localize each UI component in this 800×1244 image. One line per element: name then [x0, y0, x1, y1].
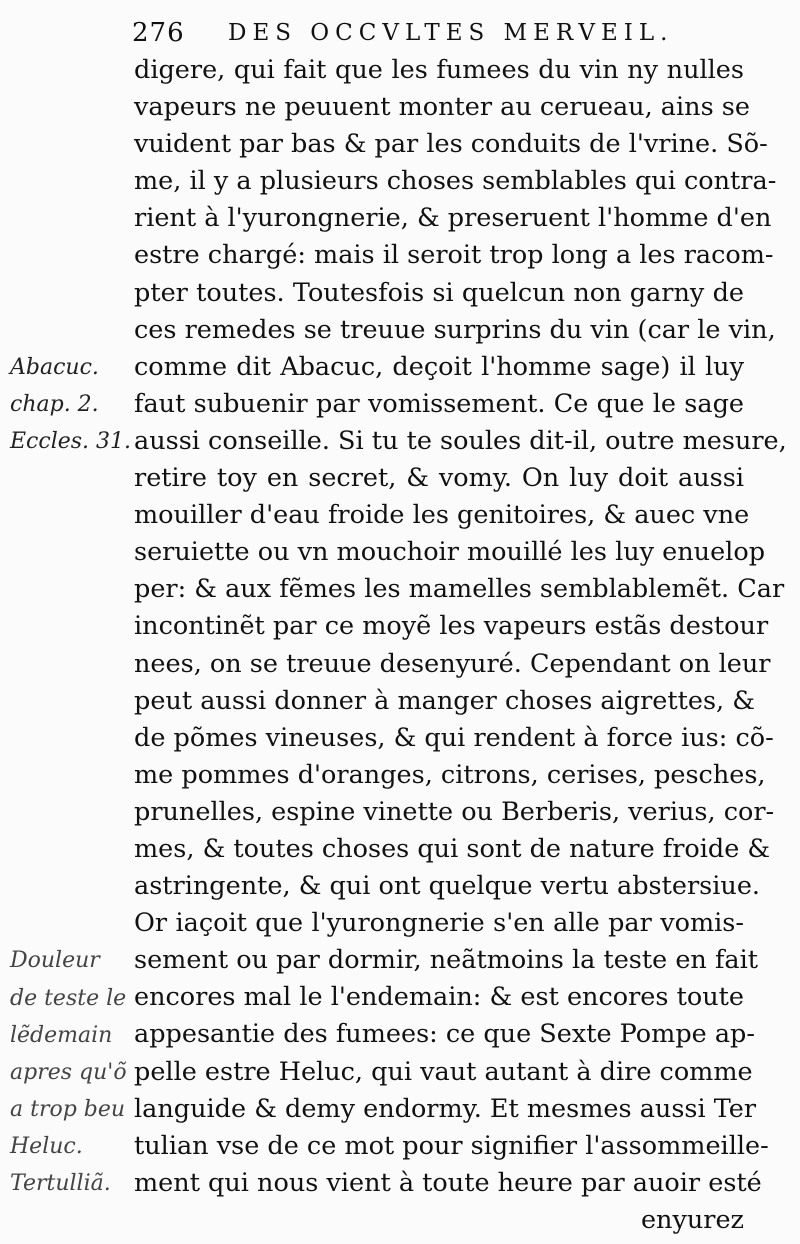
text-line: sement ou par dormir, neãtmoins la teste en fait	[134, 945, 758, 976]
text-line: tulian vse de ce mot pour signifier l'assommeille-	[134, 1130, 769, 1161]
margin-note: de teste le	[10, 985, 127, 1011]
text-line: comme dit Abacuc, deçoit l'homme sage) il luy	[134, 351, 744, 382]
text-line: ment qui nous vient à toute heure par auoir esté	[134, 1167, 762, 1198]
margin-note: a trop beu	[10, 1096, 126, 1122]
text-line: appesantie des fumees: ce que Sexte Pompe ap-	[134, 1019, 755, 1050]
text-line: estre chargé: mais il seroit trop long a les racom-	[134, 240, 774, 271]
text-line: Or iaçoit que l'yurongnerie s'en alle par vomis-	[134, 908, 744, 939]
text-line: ces remedes se treuue surprins du vin (car le vin,	[134, 314, 776, 345]
margin-note: Douleur	[10, 948, 100, 974]
text-line: me pommes d'oranges, citrons, cerises, pesches,	[134, 759, 766, 790]
text-line: astringente, & qui ont quelque vertu abstersiue.	[134, 871, 761, 902]
text-line: enyurez	[640, 1204, 744, 1235]
margin-note: lẽdemain	[10, 1022, 113, 1048]
text-line: languide & demy endormy. Et mesmes aussi Ter	[134, 1093, 757, 1124]
margin-note: Abacuc.	[10, 354, 99, 380]
text-line: encores mal le l'endemain: & est encores toute	[134, 982, 744, 1013]
margin-note: Tertulliã.	[10, 1171, 111, 1196]
text-line: incontinẽt par ce moyẽ les vapeurs estãs destour	[134, 611, 769, 642]
text-line: mes, & toutes choses qui sont de nature froide &	[134, 833, 771, 864]
running-head: DES OCCVLTES MERVEIL.	[228, 20, 674, 46]
page-number: 276	[132, 18, 185, 48]
text-line: per: & aux fẽmes les mamelles semblablemẽt. Car	[134, 574, 785, 605]
text-line: me, il y a plusieurs choses semblables qui contra-	[134, 166, 777, 197]
margin-note: Eccles. 31.	[10, 429, 132, 454]
page-header	[132, 18, 752, 48]
text-line: mouiller d'eau froide les genitoires, & auec vne	[134, 500, 750, 531]
text-line: faut subuenir par vomissement. Ce que le sage	[134, 388, 744, 419]
text-line: digere, qui fait que les fumees du vin ny nulles	[134, 55, 744, 85]
text-line: pelle estre Heluc, qui vaut autant à dire comme	[134, 1056, 753, 1087]
text-line: de põmes vineuses, & qui rendent à force ius: cõ-	[134, 722, 774, 753]
text-line: vuident par bas & par les conduits de l'vrine. Sõ-	[134, 129, 768, 160]
body-text	[134, 52, 787, 1239]
text-line: prunelles, espine vinette ou Berberis, verius, cor-	[134, 796, 775, 827]
margin-note: chap. 2.	[10, 391, 99, 417]
text-line: retire toy en secret, & vomy. On luy doit aussi	[134, 463, 744, 494]
text-line: peut aussi donner à manger choses aigrettes, &	[134, 685, 755, 716]
text-line: rient à l'yurongnerie, & preseruent l'homme d'en	[134, 203, 772, 234]
text-line: pter toutes. Toutesfois si quelcun non garny de	[134, 277, 744, 308]
text-line: aussi conseille. Si tu te soules dit-il, outre mesure,	[134, 425, 787, 456]
text-line: nees, on se treuue desenyuré. Cependant on leur	[134, 648, 771, 679]
text-line: seruiette ou vn mouchoir mouillé les luy enuelop	[134, 537, 766, 568]
margin-note: apres qu'õ	[10, 1059, 127, 1085]
text-line: vapeurs ne peuuent monter au cerueau, ains se	[134, 92, 750, 123]
margin-note: Heluc.	[10, 1133, 83, 1159]
